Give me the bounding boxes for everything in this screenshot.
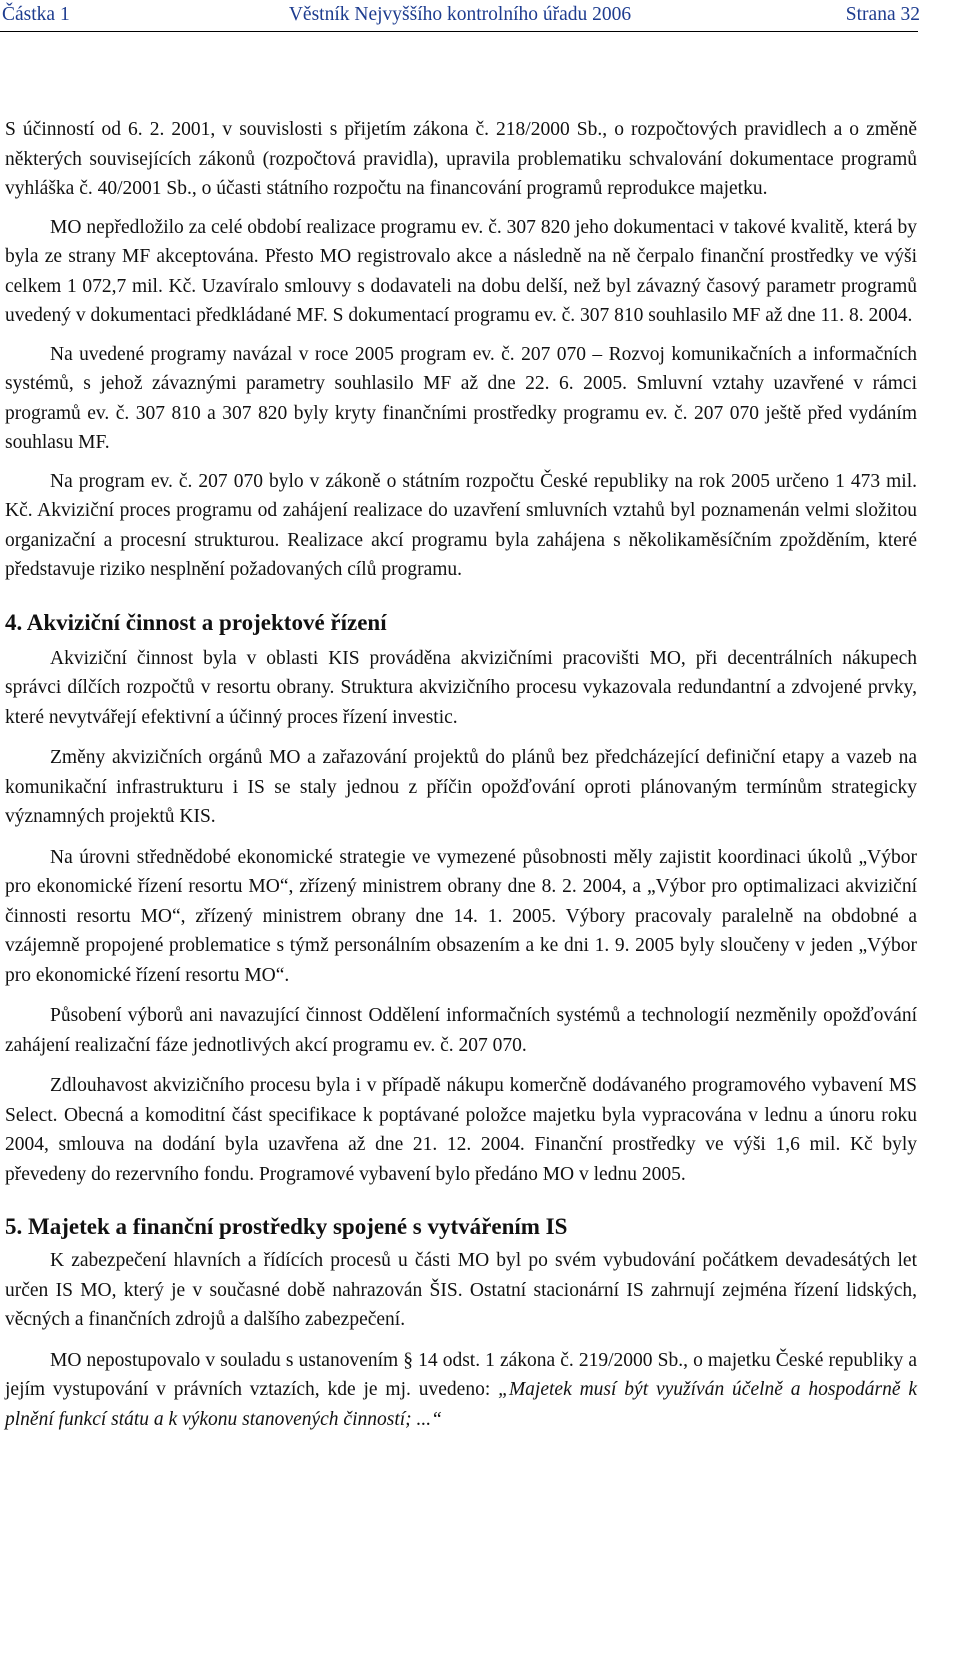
paragraph-committee-effect: Působení výborů ani navazující činnost Oddělení informačních systémů a technologií nezměnily opožďování zahájení realizační fáze jednotlivých akcí programu ev. č. 207 070. [5, 1005, 917, 1056]
section-heading-5: 5. Majetek a finanční prostředky spojené s vytvářením IS [5, 1214, 568, 1239]
paragraph-property-law [5, 1346, 917, 1435]
paragraph-acquisition-activity: Akviziční činnost byla v oblasti KIS prováděna akvizičními pracovišti MO, při decentrálních nákupech správci dílčích rozpočtů v resortu obrany. Struktura akvizičního procesu vykazovala redundantní a zdvojené prvky, které nevytvářejí efektivní a účinný proces řízení investic. [5, 647, 917, 728]
paragraph-acquisition-changes: Změny akvizičních orgánů MO a zařazování projektů do plánů bez předcházející definiční etapy a vazeb na komunikační infrastrukturu i IS se staly jednou z příčin opožďování oproti plánovaným termínům strategicky významných projektů KIS. [5, 747, 917, 827]
header-journal-title: Věstník Nejvyššího kontrolního úřadu 2006 [288, 4, 632, 25]
paragraph-mo-documentation: MO nepředložilo za celé období realizace programu ev. č. 307 820 jeho dokumentaci v takové kvalitě, která by byla ze strany MF akceptována. Přesto MO registrovalo akce a následně na ně čerpalo finanční prostředky ve výši celkem 1 072,7 mil. Kč. Uzavíralo smlouvy s dodavateli na dobu delší, než byl závazný časový parametr programů uvedený v dokumentaci předkládané MF. S dokumentací programu ev. č. 307 810 souhlasilo MF až dne 11. 8. 2004. [5, 216, 917, 326]
property-law-quote: „Majetek musí být využíván účelně a hospodárně k plnění funkcí státu a k výkonu stanovených činností; ...“ [5, 1379, 917, 1430]
paragraph-ms-select: Zdlouhavost akvizičního procesu byla i v případě nákupu komerčně dodávaného programového vybavení MS Select. Obecná a komoditní část specifikace k poptávané položce majetku byla vypracována v lednu a únoru roku 2004, smlouva na dodání byla uzavřena až dne 21. 12. 2004. Finanční prostředky ve výši 1,6 mil. Kč byly převedeny do rezervního fondu. Programové vybavení bylo předáno MO v lednu 2005. [5, 1075, 917, 1185]
section-heading-4: 4. Akviziční činnost a projektové řízení [5, 609, 387, 635]
header-page-number: Strana 32 [845, 4, 920, 25]
page-header [0, 4, 920, 34]
paragraph-program-207070: Na uvedené programy navázal v roce 2005 program ev. č. 207 070 – Rozvoj komunikačních a informačních systémů, s jehož závaznými parametry souhlasilo MF až dne 22. 6. 2005. Smluvní vztahy uzavřené v rámci programů ev. č. 307 810 a 307 820 byly kryty finančními prostředky programu ev. č. 207 070 ještě před vydáním souhlasu MF. [5, 343, 917, 453]
document-body [5, 115, 917, 1434]
header-divider [0, 31, 918, 32]
paragraph-committees: Na úrovni střednědobé ekonomické strategie ve vymezené působnosti měly zajistit koordinaci úkolů „Výbor pro ekonomické řízení resortu MO“, zřízený ministrem obrany dne 8. 2. 2004, a „Výbor pro optimalizaci akviziční činnosti resortu MO“, zřízený ministrem obrany dne 14. 1. 2005. Výbory pracovaly paralelně na obdobné a vzájemně propojené problematice s týmž personálním obsazením a ke dni 1. 9. 2005 byly sloučeny v jeden „Výbor pro ekonomické řízení resortu MO“. [5, 846, 917, 986]
header-issue: Částka 1 [2, 4, 70, 25]
paragraph-program-budget: Na program ev. č. 207 070 bylo v zákoně o státním rozpočtu České republiky na rok 2005 určeno 1 473 mil. Kč. Akviziční proces programu od zahájení realizace do uzavření smluvních vztahů byl poznamenán velmi složitou organizační a procesní strukturou. Realizace akcí programu byla zahájena s několikaměsíčním zpožděním, které představuje riziko nesplnění požadovaných cílů programu. [5, 470, 917, 580]
paragraph-budget-rules: S účinností od 6. 2. 2001, v souvislosti s přijetím zákona č. 218/2000 Sb., o rozpočtových pravidlech a o změně některých souvisejících zákonů (rozpočtová pravidla), upravila problematiku schvalování dokumentace programů vyhláška č. 40/2001 Sb., o účasti státního rozpočtu na financování programů reprodukce majetku. [5, 119, 917, 199]
property-law-text: MO nepostupovalo v souladu s ustanovením § 14 odst. 1 zákona č. 219/2000 Sb., o majetku České republiky a jejím vystupování v právních vztazích, kde je mj. uvedeno: [5, 1349, 917, 1400]
paragraph-is-mo: K zabezpečení hlavních a řídících procesů u části MO byl po svém vybudování počátkem devadesátých let určen IS MO, který je v současné době nahrazován ŠIS. Ostatní stacionární IS zahrnují zejména řízení lidských, věcných a finančních zdrojů a dalšího zabezpečení. [5, 1250, 917, 1330]
